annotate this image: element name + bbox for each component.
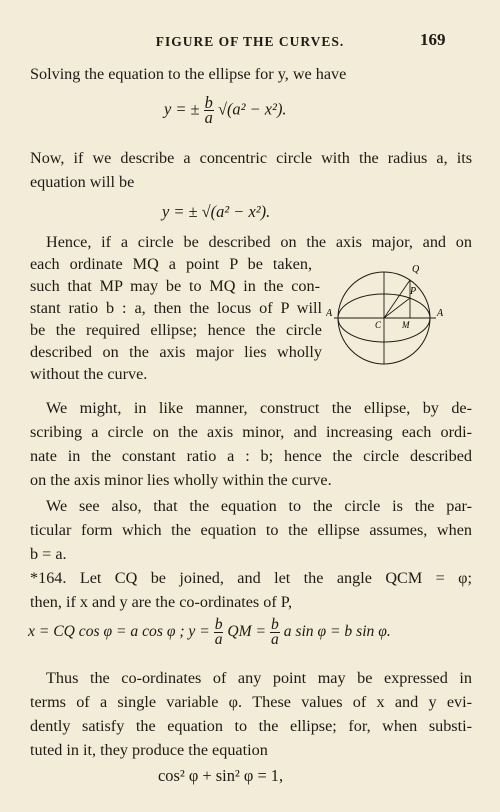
cp-line — [384, 298, 410, 318]
paragraph-line: ticular form which the equation to the ellipse assumes, when — [30, 521, 472, 539]
paragraph-line: nate in the constant ratio a : b; hence the circle described — [30, 447, 472, 465]
paragraph-line: described on the axis major lies wholly — [30, 343, 322, 361]
paragraph-line: We see also, that the equation to the circle is the par- — [46, 497, 472, 515]
ellipse-circle-figure — [326, 258, 456, 378]
paragraph-line: then, if x and y are the co-ordinates of P, — [30, 593, 293, 611]
fraction: $\frac{b}{a}$ — [204, 93, 213, 127]
equation-circle-y: y = ± √(a² − x²). — [162, 202, 271, 221]
paragraph-line: scribing a circle on the axis minor, and increasing each ordi- — [30, 423, 472, 441]
paragraph-line: Solving the equation to the ellipse for y, we have — [30, 65, 347, 83]
cq-line — [384, 280, 410, 318]
label-a-right: A — [437, 308, 444, 319]
label-q: Q — [412, 264, 420, 275]
label-m: M — [402, 320, 410, 330]
equation-identity: cos² φ + sin² φ = 1, — [158, 766, 284, 785]
paragraph-line: dently satisfy the equation to the ellipse; for, when substi- — [30, 717, 472, 735]
label-c: C — [375, 320, 382, 330]
running-header: FIGURE OF THE CURVES. — [155, 34, 345, 49]
paragraph-line: Now, if we describe a concentric circle with the radius a, its — [30, 149, 472, 167]
paragraph-line: stant ratio b : a, then the locus of P will — [30, 299, 322, 317]
fraction: $\frac{b}{a}$ — [214, 616, 223, 648]
paragraph-line: terms of a single variable φ. These values of x and y evi- — [30, 693, 472, 711]
label-p: P — [410, 286, 417, 297]
paragraph-line: such that MP may be to MQ in the con- — [30, 277, 320, 295]
paragraph-line: each ordinate MQ a point P be taken, — [30, 255, 312, 273]
section-164-line: *164. Let CQ be joined, and let the angle QCM = φ; — [30, 569, 472, 587]
paragraph-line: tuted in it, they produce the equation — [30, 741, 268, 759]
paragraph-line: We might, in like manner, construct the ellipse, by de- — [46, 399, 472, 417]
label-a-left: A — [326, 308, 333, 319]
equation-ellipse-y: y = ± $\frac{b}{a}$ √(a² − x²). — [164, 93, 287, 127]
fraction: $\frac{b}{a}$ — [270, 616, 279, 648]
paragraph-line: without the curve. — [30, 365, 148, 383]
paragraph-line: b = a. — [30, 545, 67, 563]
paragraph-line: on the axis minor lies wholly within the curve. — [30, 471, 332, 489]
paragraph-line: Thus the co-ordinates of any point may be expressed in — [46, 669, 472, 687]
paragraph-line: Hence, if a circle be described on the axis major, and on — [46, 233, 472, 251]
page-number: 169 — [420, 30, 446, 49]
paragraph-line: be the required ellipse; hence the circle — [30, 321, 322, 339]
equation-coordinates: x = CQ cos φ = a cos φ ; y = $\frac{b}{a}$ QM = $\frac{b}{a}$ a sin φ = b sin φ. — [28, 616, 391, 648]
paragraph-line: equation will be — [30, 173, 135, 191]
